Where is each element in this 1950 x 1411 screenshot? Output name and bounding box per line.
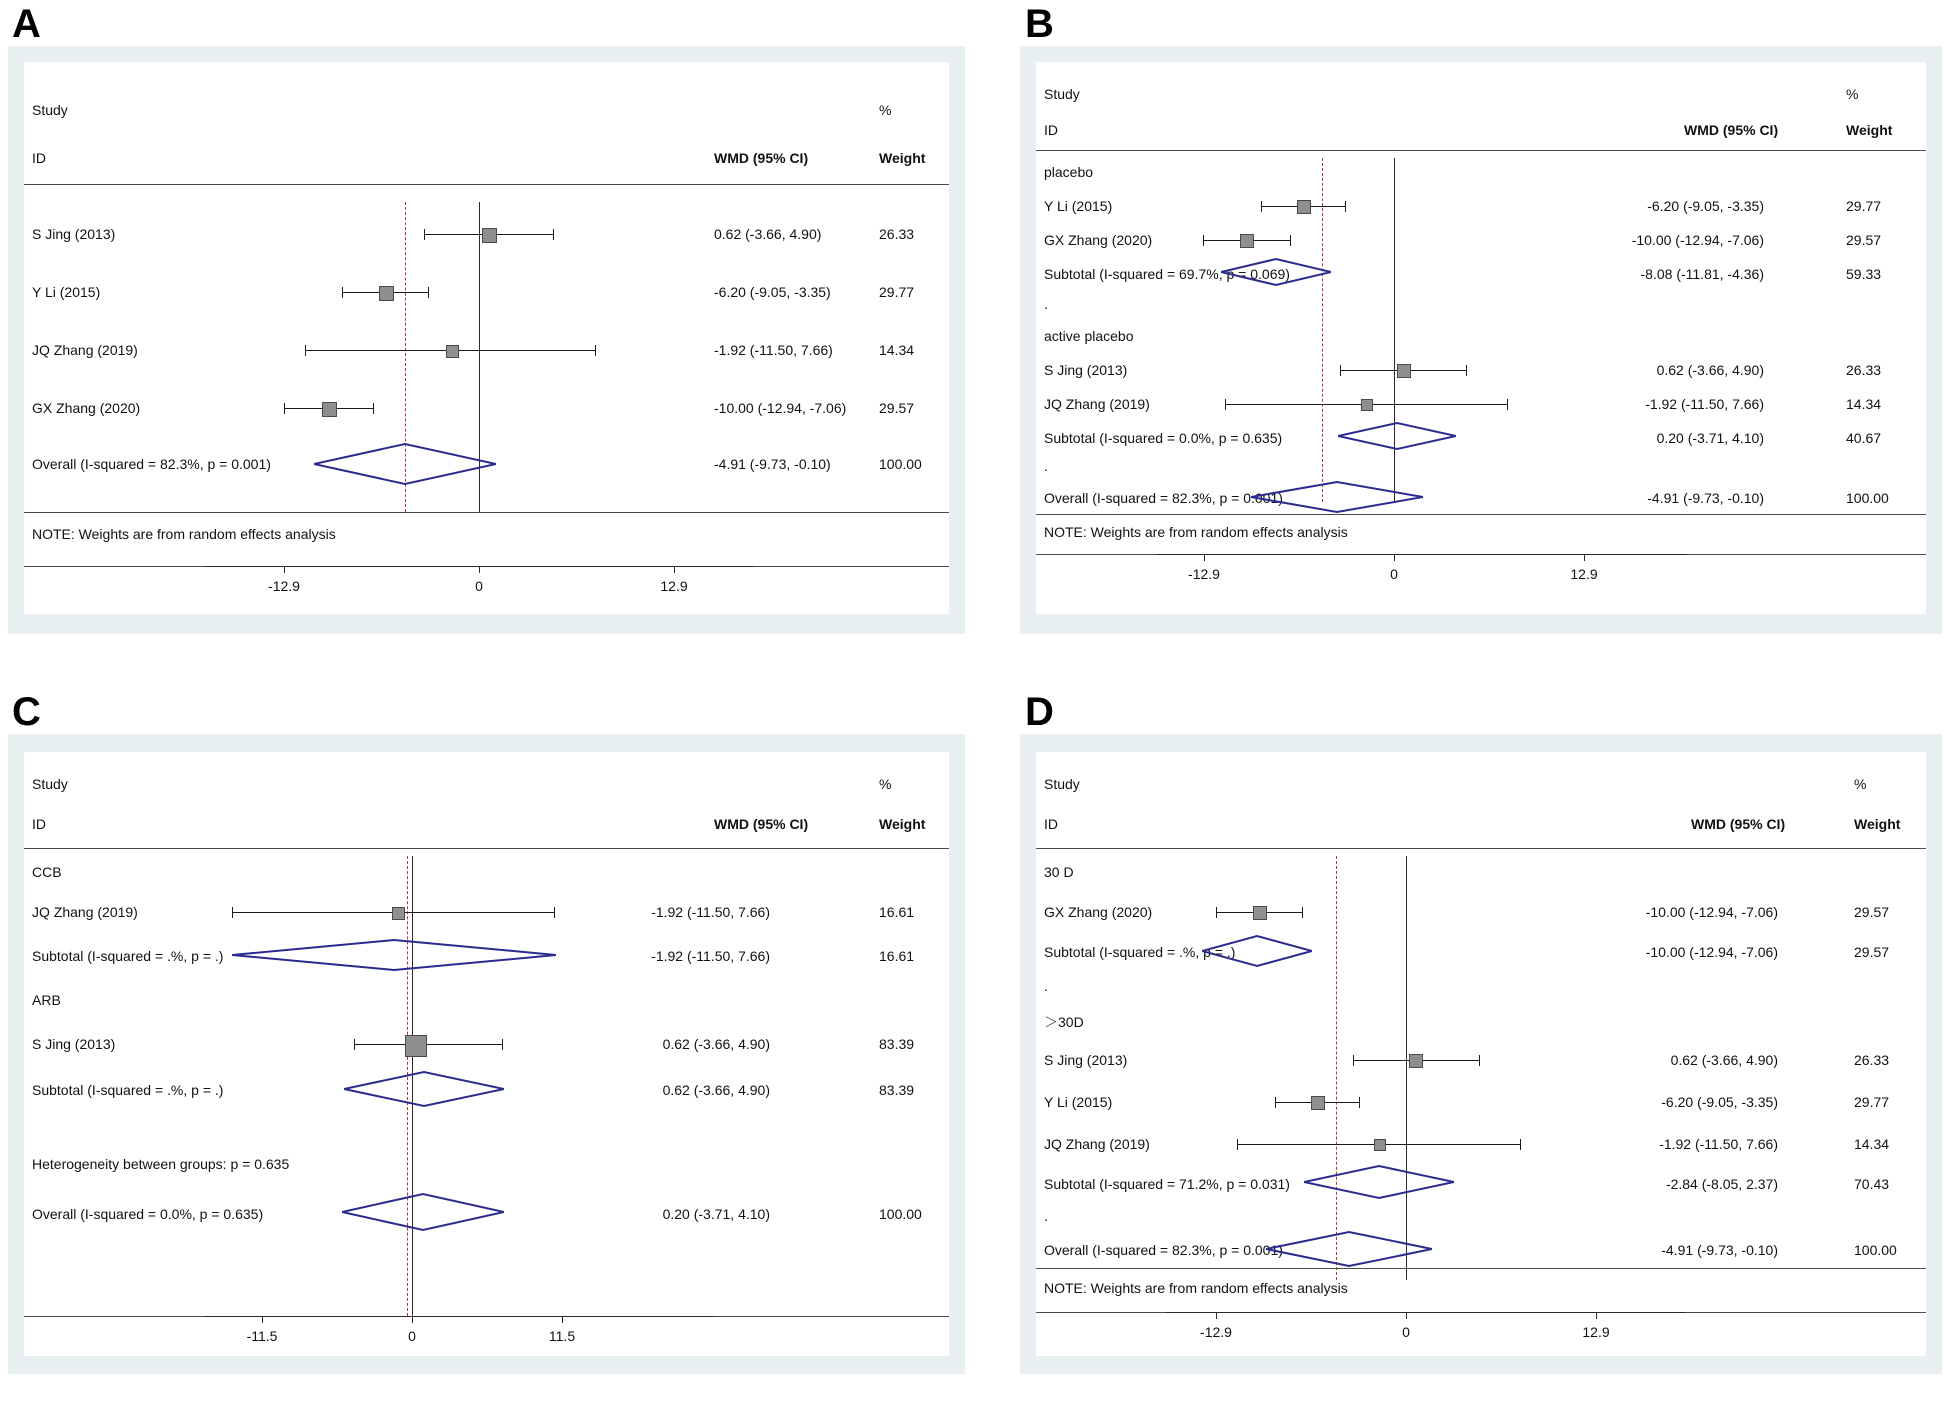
row-effect: -8.08 (-11.81, -4.36) bbox=[1640, 266, 1764, 282]
forest-plot-c bbox=[24, 752, 949, 1356]
effect-marker bbox=[1361, 399, 1373, 411]
axis-tick-label: 0 bbox=[475, 578, 483, 594]
row-effect: 0.62 (-3.66, 4.90) bbox=[662, 1036, 770, 1052]
row-weight: 100.00 bbox=[879, 456, 922, 472]
row-weight: 100.00 bbox=[879, 1206, 922, 1222]
row-label: S Jing (2013) bbox=[32, 1036, 116, 1052]
row-effect: 0.62 (-3.66, 4.90) bbox=[662, 1082, 770, 1098]
subtotal-diamond bbox=[344, 1070, 504, 1108]
row-effect: -1.92 (-11.50, 7.66) bbox=[651, 948, 770, 964]
header-effect-d: WMD (95% CI) bbox=[1691, 816, 1786, 832]
row-effect: -10.00 (-12.94, -7.06) bbox=[1631, 232, 1764, 248]
row-effect: -4.91 (-9.73, -0.10) bbox=[1661, 1242, 1778, 1258]
subtotal-diamond bbox=[1304, 1164, 1454, 1200]
note-b: NOTE: Weights are from random effects analysis bbox=[1044, 524, 1348, 540]
axis-tick-label: -12.9 bbox=[1188, 566, 1220, 582]
group-label: active placebo bbox=[1044, 328, 1134, 344]
row-label: GX Zhang (2020) bbox=[1044, 904, 1153, 920]
row-effect: 0.62 (-3.66, 4.90) bbox=[1670, 1052, 1778, 1068]
row-effect: -4.91 (-9.73, -0.10) bbox=[714, 456, 831, 472]
row-label: JQ Zhang (2019) bbox=[1044, 1136, 1150, 1152]
row-label: JQ Zhang (2019) bbox=[1044, 396, 1150, 412]
header-effect-b: WMD (95% CI) bbox=[1684, 122, 1779, 138]
header-effect-a: WMD (95% CI) bbox=[714, 150, 809, 166]
axis-tick-label: 0 bbox=[408, 1328, 416, 1344]
row-label: Y Li (2015) bbox=[32, 284, 101, 300]
effect-marker bbox=[446, 345, 459, 358]
effect-marker bbox=[322, 402, 337, 417]
row-weight: 14.34 bbox=[879, 342, 915, 358]
row-weight: 29.57 bbox=[1854, 904, 1890, 920]
row-label-subtotal: Subtotal (I-squared = .%, p = .) bbox=[32, 1082, 224, 1098]
note-a: NOTE: Weights are from random effects analysis bbox=[32, 526, 336, 542]
row-effect: -2.84 (-8.05, 2.37) bbox=[1665, 1176, 1778, 1192]
axis-tick-label: 12.9 bbox=[660, 578, 688, 594]
row-weight: 83.39 bbox=[879, 1082, 915, 1098]
header-pct-c: % bbox=[879, 776, 892, 792]
effect-marker bbox=[392, 907, 405, 920]
row-weight: 29.57 bbox=[1854, 944, 1890, 960]
row-effect: -10.00 (-12.94, -7.06) bbox=[714, 400, 847, 416]
row-effect: 0.62 (-3.66, 4.90) bbox=[1656, 362, 1764, 378]
row-weight: 14.34 bbox=[1854, 1136, 1890, 1152]
effect-marker bbox=[1374, 1139, 1386, 1151]
axis-tick-label: 11.5 bbox=[548, 1328, 576, 1344]
row-effect: -10.00 (-12.94, -7.06) bbox=[1645, 904, 1778, 920]
group-label: ＞30D bbox=[1044, 1014, 1084, 1030]
row-effect: -1.92 (-11.50, 7.66) bbox=[1659, 1136, 1778, 1152]
header-id-c: ID bbox=[32, 816, 46, 832]
row-weight: 40.67 bbox=[1846, 430, 1882, 446]
subtotal-diamond bbox=[1221, 257, 1331, 287]
row-weight: 26.33 bbox=[879, 226, 915, 242]
header-study-d: Study bbox=[1044, 776, 1080, 792]
row-label-overall: Overall (I-squared = 82.3%, p = 0.001) bbox=[1044, 490, 1283, 506]
row-label-subtotal: Subtotal (I-squared = 0.0%, p = 0.635) bbox=[1044, 430, 1283, 446]
row-label: S Jing (2013) bbox=[1044, 1052, 1128, 1068]
forest-plot-d bbox=[1036, 752, 1926, 1356]
note-d: NOTE: Weights are from random effects analysis bbox=[1044, 1280, 1348, 1296]
row-weight: 14.34 bbox=[1846, 396, 1882, 412]
effect-marker bbox=[405, 1035, 427, 1057]
row-label-subtotal: Subtotal (I-squared = 71.2%, p = 0.031) bbox=[1044, 1176, 1290, 1192]
row-label: S Jing (2013) bbox=[32, 226, 116, 242]
group-label: placebo bbox=[1044, 164, 1094, 180]
effect-marker bbox=[1240, 234, 1254, 248]
row-weight: 29.57 bbox=[879, 400, 915, 416]
header-weight-c: Weight bbox=[879, 816, 926, 832]
axis-tick-label: 0 bbox=[1402, 1324, 1410, 1340]
spacer-dot: . bbox=[1044, 296, 1048, 312]
row-label: Y Li (2015) bbox=[1044, 1094, 1113, 1110]
header-id-a: ID bbox=[32, 150, 46, 166]
axis-tick-label: -12.9 bbox=[1200, 1324, 1232, 1340]
overall-diamond bbox=[314, 442, 496, 486]
heterogeneity-label-c: Heterogeneity between groups: p = 0.635 bbox=[32, 1156, 290, 1172]
row-label: GX Zhang (2020) bbox=[1044, 232, 1153, 248]
axis-tick-label: -11.5 bbox=[246, 1328, 278, 1344]
row-weight: 29.77 bbox=[1846, 198, 1882, 214]
overall-diamond bbox=[1251, 480, 1423, 514]
row-label-subtotal: Subtotal (I-squared = .%, p = .) bbox=[1044, 944, 1236, 960]
row-weight: 59.33 bbox=[1846, 266, 1882, 282]
spacer-dot: . bbox=[1044, 458, 1048, 474]
pooled-line-b bbox=[1322, 158, 1323, 502]
header-study-b: Study bbox=[1044, 86, 1080, 102]
axis-tick-label: 12.9 bbox=[1570, 566, 1598, 582]
row-effect: -6.20 (-9.05, -3.35) bbox=[1647, 198, 1764, 214]
header-pct-a: % bbox=[879, 102, 892, 118]
row-label-subtotal: Subtotal (I-squared = 69.7%, p = 0.069) bbox=[1044, 266, 1290, 282]
row-label-overall: Overall (I-squared = 82.3%, p = 0.001) bbox=[1044, 1242, 1283, 1258]
header-pct-d: % bbox=[1854, 776, 1867, 792]
row-label-overall: Overall (I-squared = 82.3%, p = 0.001) bbox=[32, 456, 271, 472]
row-effect: -6.20 (-9.05, -3.35) bbox=[1661, 1094, 1778, 1110]
row-label: Y Li (2015) bbox=[1044, 198, 1113, 214]
spacer-dot: . bbox=[1044, 978, 1048, 994]
spacer-dot: . bbox=[1044, 1208, 1048, 1224]
panel-c-plot bbox=[24, 752, 949, 1356]
row-weight: 29.77 bbox=[879, 284, 915, 300]
row-weight: 26.33 bbox=[1846, 362, 1882, 378]
subtotal-diamond bbox=[1338, 421, 1456, 451]
panel-d-plot bbox=[1036, 752, 1926, 1356]
row-effect: 0.62 (-3.66, 4.90) bbox=[714, 226, 822, 242]
header-weight-b: Weight bbox=[1846, 122, 1893, 138]
group-label: 30 D bbox=[1044, 864, 1074, 880]
row-weight: 29.77 bbox=[1854, 1094, 1890, 1110]
row-weight: 70.43 bbox=[1854, 1176, 1890, 1192]
axis-tick-label: 12.9 bbox=[1582, 1324, 1610, 1340]
row-label: JQ Zhang (2019) bbox=[32, 342, 138, 358]
row-effect: -1.92 (-11.50, 7.66) bbox=[714, 342, 833, 358]
header-study-c: Study bbox=[32, 776, 68, 792]
subtotal-diamond bbox=[232, 938, 556, 972]
row-weight: 100.00 bbox=[1854, 1242, 1897, 1258]
row-weight: 29.57 bbox=[1846, 232, 1882, 248]
overall-diamond bbox=[1266, 1230, 1432, 1268]
row-effect: 0.20 (-3.71, 4.10) bbox=[1656, 430, 1764, 446]
subtotal-diamond bbox=[1202, 934, 1312, 968]
group-label: CCB bbox=[32, 864, 62, 880]
row-label-subtotal: Subtotal (I-squared = .%, p = .) bbox=[32, 948, 224, 964]
effect-marker bbox=[482, 228, 497, 243]
row-label: JQ Zhang (2019) bbox=[32, 904, 138, 920]
forest-plot-a bbox=[24, 62, 949, 614]
row-effect: -4.91 (-9.73, -0.10) bbox=[1647, 490, 1764, 506]
header-pct-b: % bbox=[1846, 86, 1859, 102]
pooled-line-d bbox=[1336, 856, 1337, 1280]
panel-a-plot bbox=[24, 62, 949, 614]
effect-marker bbox=[1253, 906, 1267, 920]
forest-plot-b bbox=[1036, 62, 1926, 614]
row-weight: 16.61 bbox=[879, 948, 915, 964]
row-weight: 16.61 bbox=[879, 904, 915, 920]
row-label: S Jing (2013) bbox=[1044, 362, 1128, 378]
row-effect: -10.00 (-12.94, -7.06) bbox=[1645, 944, 1778, 960]
row-effect: -1.92 (-11.50, 7.66) bbox=[1645, 396, 1764, 412]
header-weight-d: Weight bbox=[1854, 816, 1901, 832]
null-line-d bbox=[1406, 856, 1407, 1280]
header-weight-a: Weight bbox=[879, 150, 926, 166]
effect-marker bbox=[1311, 1096, 1325, 1110]
row-weight: 83.39 bbox=[879, 1036, 915, 1052]
row-effect: 0.20 (-3.71, 4.10) bbox=[662, 1206, 770, 1222]
axis-tick-label: 0 bbox=[1390, 566, 1398, 582]
effect-marker bbox=[1397, 364, 1411, 378]
effect-marker bbox=[379, 286, 394, 301]
axis-tick-label: -12.9 bbox=[268, 578, 300, 594]
panel-letter-c: C bbox=[12, 690, 41, 734]
header-id-d: ID bbox=[1044, 816, 1058, 832]
panel-letter-d: D bbox=[1025, 690, 1054, 734]
header-id-b: ID bbox=[1044, 122, 1058, 138]
panel-letter-a: A bbox=[12, 2, 41, 46]
effect-marker bbox=[1297, 200, 1311, 214]
group-label: ARB bbox=[32, 992, 61, 1008]
row-effect: -1.92 (-11.50, 7.66) bbox=[651, 904, 770, 920]
row-effect: -6.20 (-9.05, -3.35) bbox=[714, 284, 831, 300]
overall-diamond bbox=[342, 1192, 504, 1232]
header-effect-c: WMD (95% CI) bbox=[714, 816, 809, 832]
panel-b-plot bbox=[1036, 62, 1926, 614]
panel-letter-b: B bbox=[1025, 2, 1054, 46]
header-study-a: Study bbox=[32, 102, 68, 118]
effect-marker bbox=[1409, 1054, 1423, 1068]
row-weight: 100.00 bbox=[1846, 490, 1889, 506]
row-weight: 26.33 bbox=[1854, 1052, 1890, 1068]
row-label: GX Zhang (2020) bbox=[32, 400, 141, 416]
row-label-overall: Overall (I-squared = 0.0%, p = 0.635) bbox=[32, 1206, 264, 1222]
